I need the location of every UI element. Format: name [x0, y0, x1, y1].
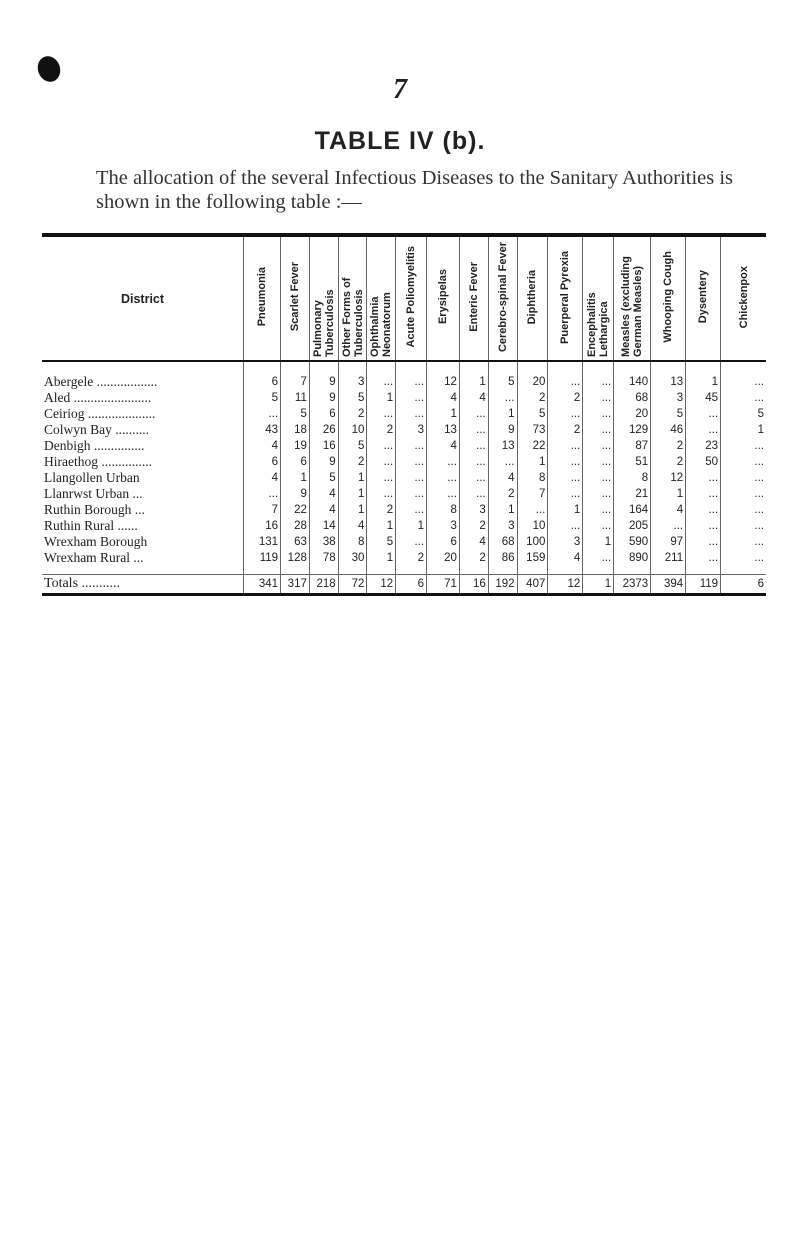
table-cell: 2	[651, 454, 686, 470]
column-header	[614, 235, 651, 361]
table-cell: ...	[721, 486, 766, 502]
table-cell: 164	[614, 502, 651, 518]
column-header	[367, 235, 396, 361]
table-header	[42, 235, 766, 361]
table-cell: 1	[488, 502, 517, 518]
table-cell: ...	[721, 390, 766, 406]
table-cell: 8	[427, 502, 460, 518]
disease-allocation-table	[42, 233, 766, 596]
table-cell: 4	[459, 534, 488, 550]
table-cell: ...	[583, 422, 614, 438]
district-name: Abergele ..................	[44, 374, 158, 389]
table-cell: ...	[396, 486, 427, 502]
table-cell: 1	[367, 390, 396, 406]
table-cell: 4	[338, 518, 367, 534]
table-cell: 87	[614, 438, 651, 454]
table-cell: 1	[548, 502, 583, 518]
table-cell: ...	[396, 534, 427, 550]
table-cell: ...	[721, 438, 766, 454]
table-cell: ...	[488, 390, 517, 406]
spacer-cell	[686, 566, 721, 575]
table-title: TABLE IV (b).	[314, 127, 486, 155]
table-cell: ...	[367, 406, 396, 422]
totals-label: Totals ...........	[42, 575, 244, 595]
column-header	[686, 235, 721, 361]
totals-cell: 12	[548, 575, 583, 595]
table-cell: ...	[427, 454, 460, 470]
table-cell: 8	[517, 470, 548, 486]
table-cell: 129	[614, 422, 651, 438]
table-cell: 19	[281, 438, 310, 454]
table-cell: 4	[651, 502, 686, 518]
disease-table-container	[42, 233, 766, 596]
table-cell: 9	[309, 454, 338, 470]
table-cell: ...	[583, 454, 614, 470]
column-header	[309, 235, 338, 361]
table-cell: 16	[244, 518, 281, 534]
table-cell: ...	[583, 470, 614, 486]
table-cell: ...	[721, 534, 766, 550]
table-cell: ...	[396, 502, 427, 518]
table-cell: ...	[721, 361, 766, 390]
table-cell: ...	[244, 486, 281, 502]
column-header-label: Other Forms of Tuberculosis	[340, 277, 365, 357]
table-cell: 1	[488, 406, 517, 422]
spacer-cell	[583, 566, 614, 575]
table-cell: 3	[459, 502, 488, 518]
totals-cell: 6	[721, 575, 766, 595]
table-cell: 2	[367, 422, 396, 438]
page-number: 7	[393, 74, 407, 105]
table-cell: ...	[686, 518, 721, 534]
table-cell: 1	[338, 502, 367, 518]
spacer-cell	[548, 566, 583, 575]
table-cell: 2	[548, 390, 583, 406]
table-cell: 97	[651, 534, 686, 550]
table-cell: ...	[548, 438, 583, 454]
table-cell: 43	[244, 422, 281, 438]
district-name: Llangollen Urban	[44, 470, 140, 485]
table-cell: 4	[488, 470, 517, 486]
spacer-cell	[721, 566, 766, 575]
table-row	[42, 422, 766, 438]
table-cell: 4	[309, 486, 338, 502]
table-cell: 1	[367, 550, 396, 566]
table-cell: 16	[309, 438, 338, 454]
table-cell: 890	[614, 550, 651, 566]
table-cell: 211	[651, 550, 686, 566]
table-body	[42, 361, 766, 595]
column-header-label: Diphtheria	[526, 269, 539, 325]
totals-cell: 317	[281, 575, 310, 595]
table-cell: ...	[459, 406, 488, 422]
totals-cell: 6	[396, 575, 427, 595]
table-cell: 1	[281, 470, 310, 486]
table-cell: ...	[459, 454, 488, 470]
table-cell: 4	[427, 390, 460, 406]
table-cell: ...	[488, 454, 517, 470]
table-cell: 5	[517, 406, 548, 422]
district-name: Denbigh ...............	[44, 438, 145, 453]
table-cell: ...	[548, 518, 583, 534]
table-cell: 4	[244, 470, 281, 486]
table-row	[42, 390, 766, 406]
table-cell: 12	[651, 470, 686, 486]
table-cell: 5	[244, 390, 281, 406]
table-cell: ...	[686, 534, 721, 550]
spacer-cell	[614, 566, 651, 575]
column-header	[427, 235, 460, 361]
totals-cell: 72	[338, 575, 367, 595]
table-row	[42, 486, 766, 502]
table-cell: 6	[244, 454, 281, 470]
table-cell: 9	[309, 390, 338, 406]
table-cell: ...	[721, 470, 766, 486]
table-cell: ...	[459, 438, 488, 454]
table-cell: ...	[367, 470, 396, 486]
table-cell: 5	[367, 534, 396, 550]
column-header-label: Whooping Cough	[662, 251, 675, 343]
table-cell: 4	[427, 438, 460, 454]
column-header-label: Chickenpox	[737, 265, 750, 329]
table-cell: 2	[367, 502, 396, 518]
intro-paragraph: The allocation of the several Infectious Diseases to the Sanitary Authorities is shown in the following table :—	[96, 167, 734, 213]
table-cell: 9	[488, 422, 517, 438]
table-cell: 73	[517, 422, 548, 438]
totals-cell: 119	[686, 575, 721, 595]
table-cell: 45	[686, 390, 721, 406]
table-cell: ...	[548, 470, 583, 486]
table-row	[42, 534, 766, 550]
table-cell: 86	[488, 550, 517, 566]
table-cell: 4	[244, 438, 281, 454]
table-cell: ...	[686, 486, 721, 502]
table-cell: 119	[244, 550, 281, 566]
spacer-cell	[367, 566, 396, 575]
table-cell: ...	[686, 550, 721, 566]
table-cell: ...	[721, 502, 766, 518]
column-header	[548, 235, 583, 361]
column-header	[583, 235, 614, 361]
table-cell: 63	[281, 534, 310, 550]
column-header-label: Enteric Fever	[467, 262, 480, 332]
table-cell: 5	[721, 406, 766, 422]
totals-cell: 71	[427, 575, 460, 595]
totals-cell: 341	[244, 575, 281, 595]
table-cell: 1	[367, 518, 396, 534]
table-cell: 7	[244, 502, 281, 518]
table-cell: ...	[517, 502, 548, 518]
table-cell: 2	[548, 422, 583, 438]
spacer-cell	[244, 566, 281, 575]
table-cell: 8	[338, 534, 367, 550]
header-row	[42, 235, 766, 361]
table-cell: 2	[338, 454, 367, 470]
table-cell: 28	[281, 518, 310, 534]
table-cell: 5	[309, 470, 338, 486]
table-cell: 26	[309, 422, 338, 438]
district-name: Colwyn Bay ..........	[44, 422, 150, 437]
table-cell: 18	[281, 422, 310, 438]
table-cell: 3	[396, 422, 427, 438]
column-header-label: Ophthalmia Neonatorum	[369, 292, 394, 357]
table-cell: 3	[548, 534, 583, 550]
table-cell: ...	[367, 361, 396, 390]
column-header-label: Acute Poliomyelitis	[405, 246, 418, 348]
table-cell: 51	[614, 454, 651, 470]
table-cell: ...	[367, 486, 396, 502]
table-cell: 30	[338, 550, 367, 566]
table-cell: ...	[459, 470, 488, 486]
table-row	[42, 438, 766, 454]
column-header	[396, 235, 427, 361]
table-cell: 5	[281, 406, 310, 422]
column-header	[517, 235, 548, 361]
table-cell: 46	[651, 422, 686, 438]
spacer-cell	[517, 566, 548, 575]
district-name: Aled .......................	[44, 390, 152, 405]
column-header	[281, 235, 310, 361]
table-cell: ...	[396, 361, 427, 390]
table-cell: 1	[686, 361, 721, 390]
table-cell: 22	[517, 438, 548, 454]
column-header-label: Scarlet Fever	[288, 262, 301, 332]
column-header	[651, 235, 686, 361]
table-cell: 3	[488, 518, 517, 534]
table-cell: 131	[244, 534, 281, 550]
table-cell: 2	[459, 550, 488, 566]
spacer-cell	[42, 566, 244, 575]
table-cell: 6	[244, 361, 281, 390]
table-cell: ...	[686, 422, 721, 438]
table-cell: 6	[427, 534, 460, 550]
table-row	[42, 361, 766, 390]
table-cell: 159	[517, 550, 548, 566]
table-cell: 21	[614, 486, 651, 502]
table-cell: ...	[548, 406, 583, 422]
table-cell: ...	[367, 438, 396, 454]
table-cell: 3	[651, 390, 686, 406]
table-cell: ...	[583, 486, 614, 502]
spacer-cell	[488, 566, 517, 575]
table-cell: 1	[517, 454, 548, 470]
table-cell: 68	[488, 534, 517, 550]
table-cell: 68	[614, 390, 651, 406]
table-cell: 1	[338, 470, 367, 486]
table-row	[42, 550, 766, 566]
table-cell: ...	[244, 406, 281, 422]
column-header-label: Dysentery	[697, 270, 710, 324]
table-cell: 3	[338, 361, 367, 390]
table-cell: 2	[517, 390, 548, 406]
table-row	[42, 406, 766, 422]
totals-cell: 407	[517, 575, 548, 595]
table-cell: ...	[583, 406, 614, 422]
table-cell: 9	[281, 486, 310, 502]
table-cell: ...	[396, 390, 427, 406]
table-cell: ...	[396, 406, 427, 422]
district-name: Ruthin Rural ......	[44, 518, 138, 533]
table-cell: 10	[338, 422, 367, 438]
table-cell: 100	[517, 534, 548, 550]
district-name: Hiraethog ...............	[44, 454, 152, 469]
spacer-cell	[281, 566, 310, 575]
table-cell: 50	[686, 454, 721, 470]
table-cell: 6	[281, 454, 310, 470]
totals-row	[42, 575, 766, 595]
totals-cell: 394	[651, 575, 686, 595]
district-name: Wrexham Borough	[44, 534, 148, 549]
totals-cell: 218	[309, 575, 338, 595]
table-cell: 5	[651, 406, 686, 422]
spacer-cell	[338, 566, 367, 575]
table-cell: ...	[459, 486, 488, 502]
table-cell: ...	[583, 438, 614, 454]
table-cell: ...	[583, 518, 614, 534]
table-cell: 14	[309, 518, 338, 534]
spacer-cell	[309, 566, 338, 575]
column-header	[459, 235, 488, 361]
table-row	[42, 454, 766, 470]
column-header-label: Cerebro-spinal Fever	[496, 241, 509, 353]
table-cell: ...	[686, 470, 721, 486]
totals-cell: 192	[488, 575, 517, 595]
table-cell: ...	[583, 550, 614, 566]
column-header-label: Pneumonia	[256, 267, 269, 327]
totals-cell: 1	[583, 575, 614, 595]
table-cell: 13	[488, 438, 517, 454]
table-cell: 9	[309, 361, 338, 390]
table-cell: 20	[517, 361, 548, 390]
table-cell: ...	[459, 422, 488, 438]
table-cell: 3	[427, 518, 460, 534]
district-column-header: District	[42, 235, 244, 361]
table-cell: 4	[309, 502, 338, 518]
table-row	[42, 518, 766, 534]
table-cell: 1	[427, 406, 460, 422]
table-cell: 4	[459, 390, 488, 406]
district-name: Llanrwst Urban ...	[44, 486, 143, 501]
table-cell: 2	[488, 486, 517, 502]
table-cell: ...	[548, 486, 583, 502]
table-cell: 22	[281, 502, 310, 518]
table-cell: ...	[686, 502, 721, 518]
column-header-label: Measles (excluding German Measles)	[620, 256, 645, 357]
table-cell: ...	[427, 470, 460, 486]
spacer-row	[42, 566, 766, 575]
table-cell: 205	[614, 518, 651, 534]
table-cell: 1	[459, 361, 488, 390]
table-cell: 38	[309, 534, 338, 550]
district-name: Wrexham Rural ...	[44, 550, 144, 565]
table-cell: ...	[721, 518, 766, 534]
table-row	[42, 502, 766, 518]
table-cell: 1	[721, 422, 766, 438]
table-cell: ...	[721, 550, 766, 566]
table-cell: ...	[583, 502, 614, 518]
table-cell: ...	[396, 470, 427, 486]
table-cell: ...	[548, 361, 583, 390]
table-cell: 1	[583, 534, 614, 550]
column-header-label: Puerperal Pyrexia	[559, 250, 572, 344]
table-cell: 140	[614, 361, 651, 390]
table-cell: ...	[651, 518, 686, 534]
column-header	[338, 235, 367, 361]
table-cell: 2	[459, 518, 488, 534]
table-cell: ...	[548, 454, 583, 470]
table-cell: ...	[427, 486, 460, 502]
table-cell: 5	[338, 390, 367, 406]
district-name: Ruthin Borough ...	[44, 502, 145, 517]
totals-cell: 2373	[614, 575, 651, 595]
totals-cell: 12	[367, 575, 396, 595]
table-cell: 1	[338, 486, 367, 502]
table-cell: 128	[281, 550, 310, 566]
table-cell: 1	[651, 486, 686, 502]
table-cell: 8	[614, 470, 651, 486]
table-cell: 23	[686, 438, 721, 454]
table-cell: ...	[367, 454, 396, 470]
table-cell: 5	[488, 361, 517, 390]
table-row	[42, 470, 766, 486]
table-cell: 20	[614, 406, 651, 422]
table-cell: 13	[427, 422, 460, 438]
table-cell: 4	[548, 550, 583, 566]
spacer-cell	[459, 566, 488, 575]
column-header	[244, 235, 281, 361]
table-cell: 7	[281, 361, 310, 390]
column-header-label: Erysipelas	[437, 269, 449, 325]
table-cell: ...	[583, 390, 614, 406]
column-header-label: Pulmonary Tuberculosis	[311, 289, 336, 357]
table-cell: 2	[396, 550, 427, 566]
table-cell: 590	[614, 534, 651, 550]
totals-cell: 16	[459, 575, 488, 595]
table-cell: 13	[651, 361, 686, 390]
table-cell: 7	[517, 486, 548, 502]
table-cell: ...	[583, 361, 614, 390]
table-cell: ...	[686, 406, 721, 422]
spacer-cell	[396, 566, 427, 575]
table-cell: 12	[427, 361, 460, 390]
spacer-cell	[427, 566, 460, 575]
table-cell: ...	[721, 454, 766, 470]
table-cell: 20	[427, 550, 460, 566]
table-cell: 2	[338, 406, 367, 422]
table-cell: 1	[396, 518, 427, 534]
column-header-label: Encephalitis Lethargica	[586, 292, 611, 357]
table-cell: 5	[338, 438, 367, 454]
column-header	[488, 235, 517, 361]
table-cell: 11	[281, 390, 310, 406]
table-cell: ...	[396, 454, 427, 470]
spacer-cell	[651, 566, 686, 575]
column-header	[721, 235, 766, 361]
district-name: Ceiriog ....................	[44, 406, 156, 421]
table-cell: 10	[517, 518, 548, 534]
table-cell: 78	[309, 550, 338, 566]
table-cell: 6	[309, 406, 338, 422]
table-cell: 2	[651, 438, 686, 454]
table-cell: ...	[396, 438, 427, 454]
